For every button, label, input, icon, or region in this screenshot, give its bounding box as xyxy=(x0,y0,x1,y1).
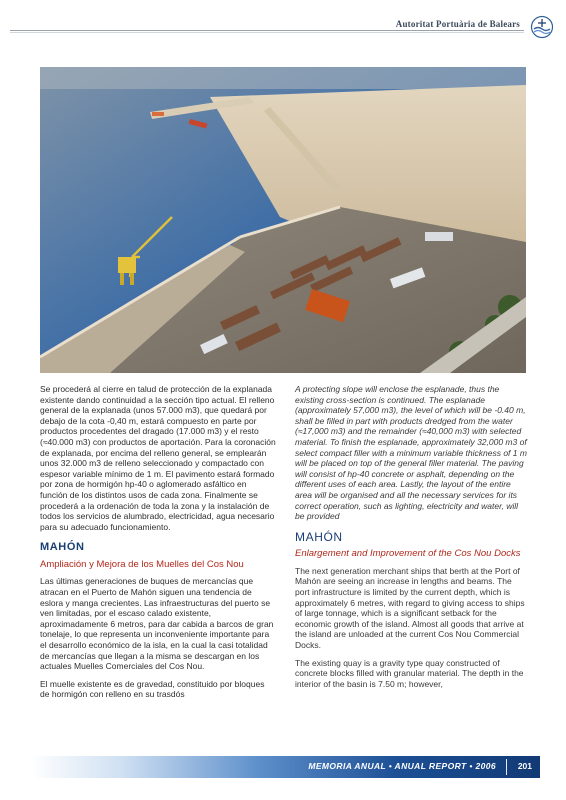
spanish-paragraph-quay: El muelle existente es de gravedad, constituido por bloques de hormigón con relleno en su trasdós xyxy=(40,678,265,700)
english-paragraph-quay: The existing quay is a gravity type quay constructed of concrete blocks filled with granular material. The depth in the interior of the basin is 7.50 m; however, xyxy=(295,657,524,689)
spanish-text-column xyxy=(40,384,276,707)
english-section-title: MAHÓN xyxy=(295,529,343,544)
header-rule xyxy=(10,30,524,31)
english-paragraph-esplanade: A protecting slope will enclose the esplanade, thus the existing cross-section is continued. The esplanade (approximately 57,000 m3), the level of which will be -0.40 m, shall be filled in part with products dredged from the water (≈17,000 m3) and the remainder (≈40,000 m3) with selected material. To finish the esplanade, approximately 32,000 m3 of select compact filler with a minimum variable thickness of 1 m will be placed on top of the general filler material. The paving will consist of hp-40 concrete or asphalt, depending on the different uses of each area. Lastly, the layout of the entire area will be organised and all the necessary services for its correct operation, such as lighting, electricity and water, will be provided xyxy=(295,384,527,522)
spanish-paragraph-ships: Las últimas generaciones de buques de mercancías que atracan en el Puerto de Mahón siguen una tendencia de eslora y manga crecientes. Las infraestructuras del puerto se ven limitadas, por el escaso calado existente, aproximadamente 6 metros, para dar cabida a barcos de gran tonelaje, lo que representa un inconveniente importante para el desarrollo económico de la isla, en la cual la casi totalidad de mercancías que llegan a la misma se descargan en los actuales Muelles Comerciales del Cos Nou. xyxy=(40,576,274,672)
page-header xyxy=(0,0,566,44)
report-label: MEMORIA ANUAL • ANUAL REPORT • 2006 xyxy=(308,761,496,771)
english-paragraph-ships: The next generation merchant ships that berth at the Port of Mahón are seeing an increase in lengths and beams. The port infrastructure is limited by the current depth, which is approximately 6 metres, with regard to giving access to ships of large tonnage, which is a significant setback for the economic growth of the island. Almost all goods that arrive at the island are unloaded at the current Cos Nou Commercial Docks. xyxy=(295,565,525,650)
port-aerial-photo xyxy=(40,67,526,373)
port-authority-logo-icon xyxy=(530,15,554,39)
spanish-subheading: Ampliación y Mejora de los Muelles del Cos Nou xyxy=(40,558,244,570)
spanish-section-title: MAHÓN xyxy=(40,541,85,554)
spanish-paragraph-esplanade: Se procederá al cierre en talud de protección de la explanada existente dando continuidad a la sección tipo actual. El relleno general de la explanada (unos 57.000 m3), que quedará por debajo de la cota -0,40 m, estará compuesto en parte por productos procedentes del dragado (17.000 m3) y el resto (≈40.000 m3) con productos de aportación. Para la coronación de explanada, por encima del relleno general, se emplearán unos 32.000 m3 de relleno seleccionado y compactado con espesor variable mínimo de 1 m. El pavimento estará formado por zona de hormigón hp-40 o aglomerado asfáltico en función de los distintos usos de cada zona. Finalmente se procederá a la ordenación de toda la zona y la instalación de todos los servicios de alumbrado, electricidad, agua necesario para su adecuado funcionamiento. xyxy=(40,384,276,532)
english-text-column xyxy=(295,384,527,696)
footer-separator xyxy=(506,759,507,775)
english-subheading: Enlargement and Improvement of the Cos Nou Docks xyxy=(295,548,521,560)
photo-illustration xyxy=(40,67,526,373)
page-footer xyxy=(30,756,540,778)
page-number: 201 xyxy=(517,761,532,771)
header-rule-secondary xyxy=(10,32,524,33)
publisher-title: Autoritat Portuària de Balears xyxy=(395,19,520,29)
